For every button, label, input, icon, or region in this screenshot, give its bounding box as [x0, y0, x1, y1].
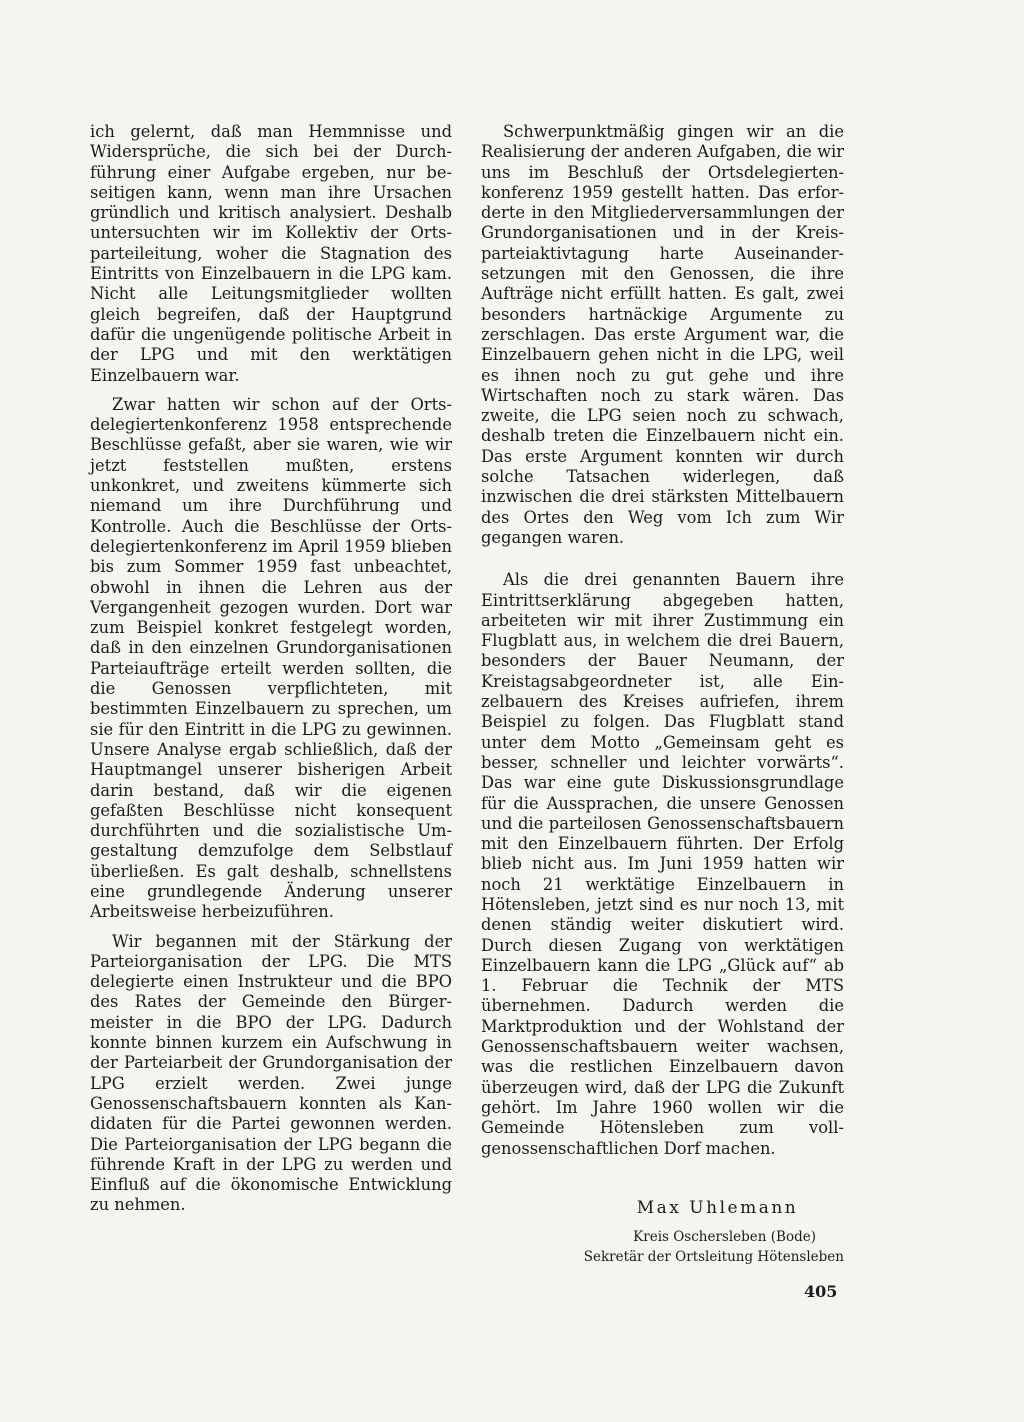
paragraph: ich gelernt, daß man Hemmnisse und Widersprüche, die sich bei der Durchführung einer Aufgabe ergeben, nur beseitigen kann, wenn man ihre Ursachen gründlich und kritisch analysiert. Deshalb untersuchten wir im Kollektiv der Ortsparteileitung, woher die Stagnation des Eintritts von Einzelbauern in die LPG kam. Nicht alle Leitungsmitglieder wollten gleich begreifen, daß der Hauptgrund dafür die ungenügende politische Arbeit in der LPG und mit den werktätigen Einzelbauern war.	[90, 122, 452, 385]
left-column	[90, 122, 452, 1216]
right-column	[481, 122, 844, 1159]
author-district: Kreis Oschersleben (Bode)	[633, 1229, 816, 1245]
paragraph: Wir begannen mit der Stärkung der Parteiorganisation der LPG. Die MTS delegierte einen Instrukteur und die BPO des Rates der Gemeinde den Bürgermeister in die BPO der LPG. Dadurch konnte binnen kurzem ein Aufschwung in der Parteiarbeit der Grundorganisation der LPG erzielt werden. Zwei junge Genossenschaftsbauern konnten als Kandidaten für die Partei gewonnen werden. Die Parteiorganisation der LPG begann die führende Kraft in der LPG zu werden und Einfluß auf die ökonomische Entwicklung zu nehmen.	[90, 931, 452, 1215]
author-name: Max Uhlemann	[636, 1198, 799, 1218]
page-number: 405	[804, 1282, 838, 1301]
signature-block	[481, 1198, 844, 1267]
author-role: Sekretär der Ortsleitung Hötensleben	[583, 1249, 844, 1265]
paragraph: Schwerpunktmäßig gingen wir an die Realisierung der anderen Aufgaben, die wir uns im Beschluß der Ortsdelegiertenkonferenz 1959 gestellt hatten. Das erforderte in den Mitgliederversammlungen der Grundorganisationen und in der Kreisparteiaktivtagung harte Auseinandersetzungen mit den Genossen, die ihre Aufträge nicht erfüllt hatten. Es galt, zwei besonders hartnäckige Argumente zu zerschlagen. Das erste Argument war, die Einzelbauern gehen nicht in die LPG, weil es ihnen noch zu gut gehe und ihre Wirtschaften noch zu stark wären. Das zweite, die LPG seien noch zu schwach, deshalb treten die Einzelbauern nicht ein. Das erste Argument konnten wir durch solche Tatsachen widerlegen, daß inzwischen die drei stärksten Mittelbauern des Ortes den Weg vom Ich zum Wir gegangen waren.	[481, 122, 844, 547]
paragraph: Als die drei genannten Bauern ihre Eintrittserklärung abgegeben hatten, arbeiteten wir mit ihrer Zustimmung ein Flugblatt aus, in welchem die drei Bauern, besonders der Bauer Neumann, der Kreistagsabgeordneter ist, alle Einzelbauern des Kreises aufriefen, ihrem Beispiel zu folgen. Das Flugblatt stand unter dem Motto „Gemeinsam geht es besser, schneller und leichter vorwärts“. Das war eine gute Diskussionsgrundlage für die Aussprachen, die unsere Genossen und die parteilosen Genossenschaftsbauern mit den Einzelbauern führten. Der Erfolg blieb nicht aus. Im Juni 1959 hatten wir noch 21 werktätige Einzelbauern in Hötensleben, jetzt sind es nur noch 13, mit denen ständig weiter diskutiert wird. Durch diesen Zugang von werktätigen Einzelbauern kann die LPG „Glück auf“ ab 1. Februar die Technik der MTS übernehmen. Dadurch werden die Marktproduktion und der Wohlstand der Genossenschaftsbauern weiter wachsen, was die restlichen Einzelbauern davon überzeugen wird, daß der LPG die Zukunft gehört. Im Jahre 1960 wollen wir die Gemeinde Hötensleben zum vollgenossenschaftlichen Dorf machen.	[481, 570, 844, 1158]
paragraph: Zwar hatten wir schon auf der Ortsdelegiertenkonferenz 1958 entsprechende Beschlüsse gefaßt, aber sie waren, wie wir jetzt feststellen mußten, erstens unkonkret, und zweitens kümmerte sich niemand um ihre Durchführung und Kontrolle. Auch die Beschlüsse der Ortsdelegiertenkonferenz im April 1959 blieben bis zum Sommer 1959 fast unbeachtet, obwohl in ihnen die Lehren aus der Vergangenheit gezogen wurden. Dort war zum Beispiel konkret festgelegt worden, daß in den einzelnen Grundorganisationen Parteiaufträge erteilt werden sollten, die die Genossen verpflichteten, mit bestimmten Einzelbauern zu sprechen, um sie für den Eintritt in die LPG zu gewinnen. Unsere Analyse ergab schließlich, daß der Hauptmangel unserer bisherigen Arbeit darin bestand, daß wir die eigenen gefaßten Beschlüsse nicht konsequent durchführten und die sozialistische Umgestaltung demzufolge dem Selbstlauf überließen. Es galt deshalb, schnellstens eine grundlegende Änderung unserer Arbeitsweise herbeizuführen.	[90, 394, 452, 922]
